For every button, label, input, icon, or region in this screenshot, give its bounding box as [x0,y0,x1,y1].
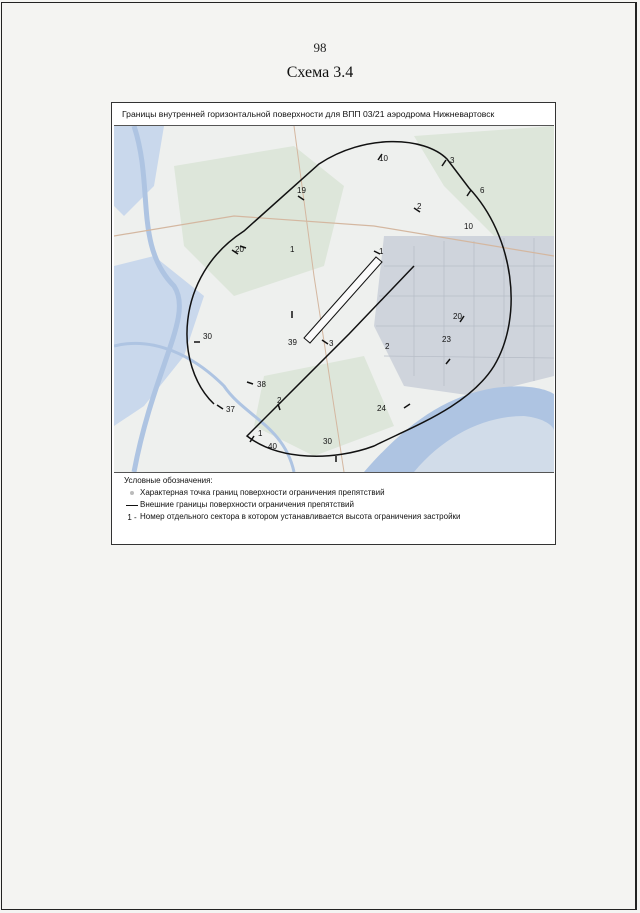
legend [124,476,544,524]
point-label-20b: 20 [453,312,462,321]
page-number: 98 [313,40,327,55]
figure-title: Границы внутренней горизонтальной поверхности для ВПП 03/21 аэродрома Нижневартовск [122,109,495,119]
legend-text: Номер отдельного сектора в котором устанавливается высота ограничения застройки [140,512,461,521]
point-label-10b: 10 [464,222,473,231]
map-svg [114,126,554,472]
point-label-2: 2 [417,202,422,211]
boundary-line-icon [124,500,140,510]
point-label-40: 40 [268,442,277,451]
point-label-1b: 1 [258,429,263,438]
point-label-37: 37 [226,405,235,414]
point-marker-icon [124,488,140,498]
point-label-6: 6 [480,186,485,195]
legend-item-number [124,512,544,522]
point-label-19: 19 [297,186,306,195]
point-label-3: 3 [450,156,455,165]
legend-text: Характерная точка границ поверхности ограничения препятствий [140,488,385,497]
scheme-title: Схема 3.4 [286,64,354,81]
legend-item-point [124,488,544,498]
point-label-23: 23 [442,335,451,344]
point-label-39: 39 [288,338,297,347]
sector-label-2: 2 [385,342,390,351]
legend-title: Условные обозначения: [124,476,213,485]
point-label-24: 24 [377,404,386,413]
legend-text: Внешние границы поверхности ограничения препятствий [140,500,354,509]
point-label-2b: 2 [277,396,282,405]
map-figure [111,102,556,545]
legend-item-line [124,500,544,510]
point-label-10: 10 [379,154,388,163]
sector-label-1: 1 [290,245,295,254]
point-label-30: 30 [203,332,212,341]
point-label-30b: 30 [323,437,332,446]
map-area [114,125,554,473]
point-label-20: 20 [235,245,244,254]
sector-number-marker: 1 - [127,512,137,522]
point-label-3b: 3 [329,339,334,348]
point-label-38: 38 [257,380,266,389]
point-label-1: 1 [379,247,384,256]
